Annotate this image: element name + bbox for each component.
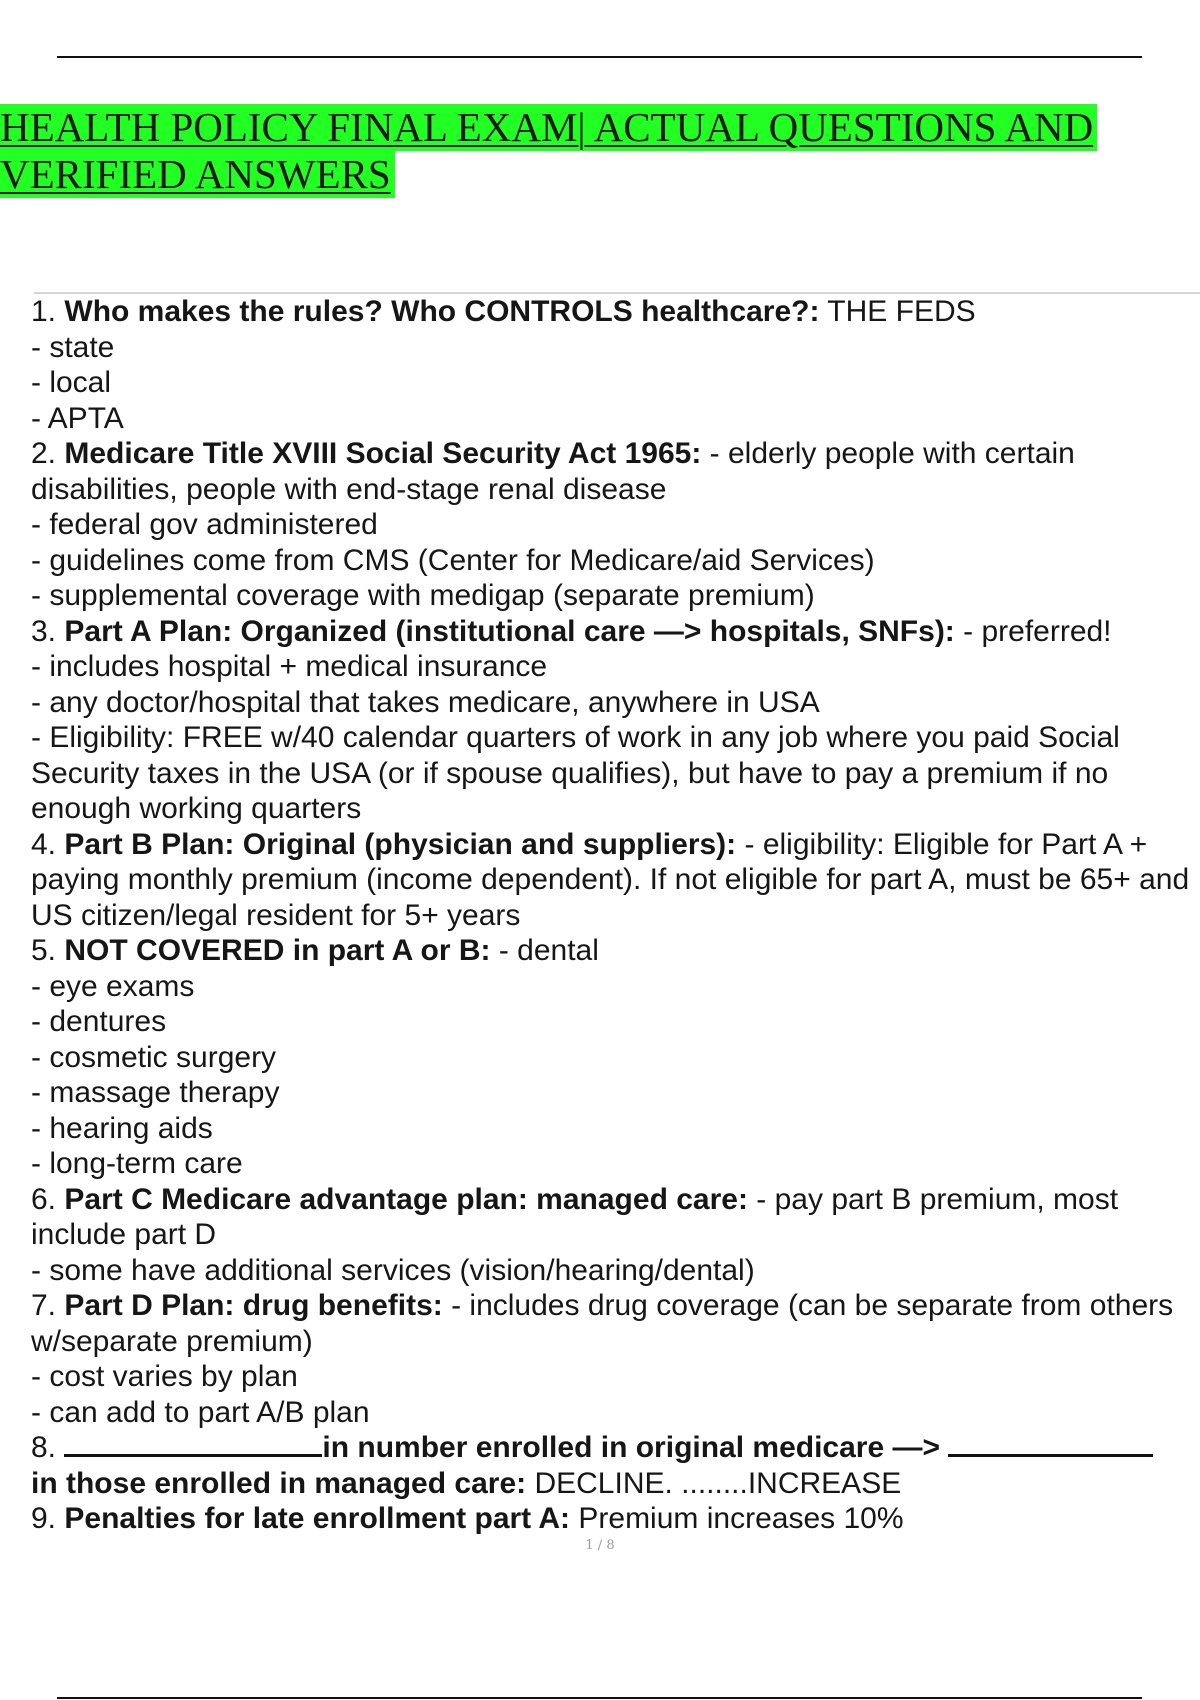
- question-7: 7. Part D Plan: drug benefits: - includes drug coverage (can be separate from others w/separate premium): [31, 1289, 1174, 1358]
- question-3: 3. Part A Plan: Organized (institutional care —> hospitals, SNFs): - preferred!: [31, 614, 1112, 648]
- question-9: 9. Penalties for late enrollment part A: Premium increases 10%: [31, 1502, 904, 1535]
- question-5: 5. NOT COVERED in part A or B: - dental: [31, 934, 599, 967]
- question-1: 1. Who makes the rules? Who CONTROLS healthcare?: THE FEDS: [31, 295, 976, 328]
- list-item: - state: [31, 330, 115, 364]
- list-item: - dentures: [31, 1005, 167, 1038]
- list-item: - cost varies by plan: [31, 1360, 298, 1393]
- list-item: - local: [31, 366, 112, 399]
- list-item: - massage therapy: [31, 1076, 280, 1109]
- answer-blank: [64, 1454, 322, 1457]
- list-item: - cosmetic surgery: [31, 1040, 277, 1074]
- list-item: - APTA: [31, 401, 124, 435]
- question-6: 6. Part C Medicare advantage plan: managed care: - pay part B premium, most include part D: [31, 1182, 1119, 1251]
- list-item: - guidelines come from CMS (Center for Medicare/aid Services): [31, 543, 875, 577]
- list-item: - some have additional services (vision/hearing/dental): [31, 1253, 755, 1287]
- title-line-2: VERIFIED ANSWERS: [0, 151, 395, 198]
- title-line-1: HEALTH POLICY FINAL EXAM| ACTUAL QUESTIONS AND: [0, 104, 1097, 151]
- list-item: - Eligibility: FREE w/40 calendar quarters of work in any job where you paid Social Security taxes in the USA (or if spouse qualifies), but have to pay a premium if no enough working quarters: [31, 721, 1120, 825]
- list-item: - hearing aids: [31, 1111, 213, 1145]
- list-item: - supplemental coverage with medigap (separate premium): [31, 579, 815, 612]
- answer-blank: [948, 1454, 1153, 1457]
- question-8-continued: in those enrolled in managed care: DECLINE. ........INCREASE: [31, 1466, 902, 1500]
- question-8: 8. in number enrolled in original medicare —>: [31, 1430, 1195, 1466]
- footer-rule: [57, 1697, 1142, 1699]
- question-2: 2. Medicare Title XVIII Social Security Act 1965: - elderly people with certain disabilities, people with end-stage renal disease: [31, 437, 1075, 506]
- list-item: - can add to part A/B plan: [31, 1395, 370, 1429]
- header-rule: [57, 56, 1142, 58]
- qa-list: [31, 294, 1195, 1537]
- document-title: [0, 104, 1097, 198]
- list-item: - long-term care: [31, 1147, 243, 1180]
- page-number: 1 / 8: [585, 1538, 615, 1553]
- list-item: - includes hospital + medical insurance: [31, 650, 548, 683]
- question-4: 4. Part B Plan: Original (physician and suppliers): - eligibility: Eligible for Part A + paying monthly premium (income dependent). If not eligible for part A, must be 65+ and US citizen/legal resident for 5+ years: [31, 827, 1190, 932]
- list-item: - any doctor/hospital that takes medicare, anywhere in USA: [31, 685, 820, 719]
- list-item: - federal gov administered: [31, 508, 378, 541]
- list-item: - eye exams: [31, 969, 195, 1003]
